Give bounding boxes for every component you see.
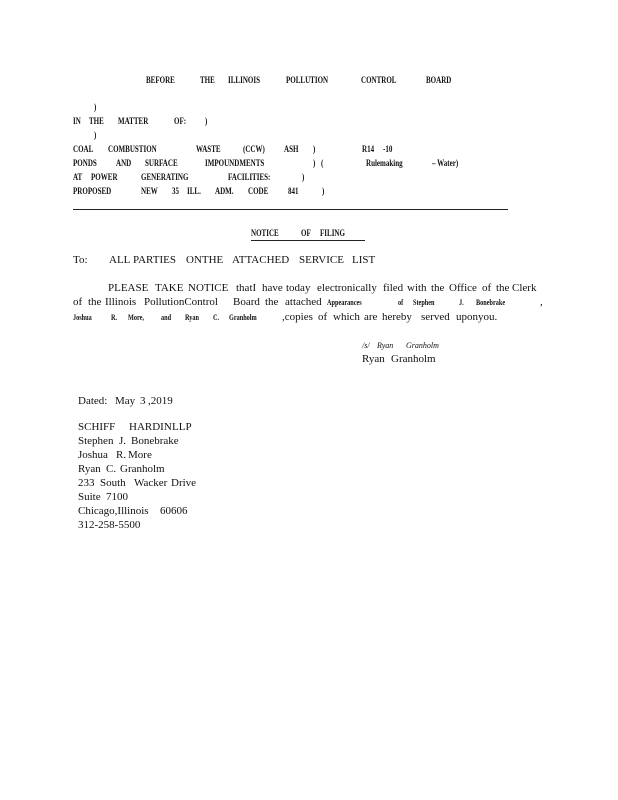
caption-word: AND <box>116 158 132 168</box>
caption-word: ASH <box>284 144 299 154</box>
address-line: South <box>100 477 126 489</box>
caption-word: OF: <box>174 116 187 126</box>
caption-word: PROPOSED <box>73 186 112 196</box>
caption-word: WASTE <box>196 144 221 154</box>
body-word: today <box>286 282 311 294</box>
signature-mark: Ryan <box>377 341 394 350</box>
attorney-name: Joshua <box>78 449 108 461</box>
body-word: Joshua <box>73 313 92 322</box>
address-line: 60606 <box>160 505 188 517</box>
attorney-name: Bonebrake <box>131 435 179 447</box>
case-number: -10 <box>383 144 393 154</box>
body-word: filed <box>383 282 404 294</box>
body-word: PollutionControl <box>144 296 218 308</box>
attorney-name: R. <box>116 449 127 461</box>
body-word: with <box>407 282 427 294</box>
appearances-label: Appearances <box>327 298 362 307</box>
caption-paren: ) <box>94 102 97 112</box>
header-pollution: POLLUTION <box>286 75 329 85</box>
signature-mark: /s/ <box>362 341 370 350</box>
caption-word: GENERATING <box>141 172 189 182</box>
attorney-name: J. <box>119 435 127 447</box>
body-word: Bonebrake <box>476 298 506 307</box>
caption-word: CODE <box>248 186 269 196</box>
body-word: of <box>482 282 492 294</box>
attorney-name: Ryan <box>78 463 101 475</box>
caption-paren: ( <box>321 158 324 168</box>
case-number: R14 <box>362 144 375 154</box>
rulemaking-label: Rulemaking <box>366 158 403 168</box>
to-word: ATTACHED <box>232 254 290 266</box>
notice-title-word: NOTICE <box>251 228 279 238</box>
body-word: attached <box>285 296 322 308</box>
body-word: R. <box>111 313 118 322</box>
address-line: Wacker <box>134 477 168 489</box>
firm-name: HARDIN <box>129 421 172 433</box>
to-word: LIST <box>352 254 376 266</box>
dated-label: Dated: <box>78 395 108 407</box>
body-word: served <box>421 311 450 323</box>
caption-word: (CCW) <box>243 144 265 154</box>
caption-word: THE <box>89 116 104 126</box>
signatory-name: Granholm <box>391 353 436 365</box>
address-line: Suite <box>78 491 101 503</box>
to-word: PARTIES <box>133 254 176 266</box>
caption-word: IMPOUNDMENTS <box>205 158 265 168</box>
caption-word: 35 <box>172 186 180 196</box>
caption-word: COMBUSTION <box>108 144 157 154</box>
caption-word: PONDS <box>73 158 97 168</box>
caption-word: MATTER <box>118 116 149 126</box>
caption-word: FACILITIES: <box>228 172 271 182</box>
body-word: More, <box>128 313 145 322</box>
body-word: ,copies <box>282 311 313 323</box>
caption-word: POWER <box>91 172 118 182</box>
address-line: 7100 <box>106 491 128 503</box>
to-word: SERVICE <box>299 254 344 266</box>
body-word: of <box>73 296 83 308</box>
body-word: Office <box>449 282 477 294</box>
signatory-name: Ryan <box>362 353 385 365</box>
address-line: Chicago,Illinois <box>78 505 149 517</box>
caption-word: 841 <box>288 186 299 196</box>
body-word: of <box>318 311 328 323</box>
to-label: To: <box>73 254 88 266</box>
body-word: Board <box>233 296 260 308</box>
header-illinois: ILLINOIS <box>228 75 261 85</box>
body-word: are <box>364 311 378 323</box>
to-word: ALL <box>109 254 131 266</box>
caption-word: COAL <box>73 144 94 154</box>
body-word: of <box>398 298 404 307</box>
body-word: TAKE <box>155 282 184 294</box>
body-word: which <box>333 311 360 323</box>
date-value: 3 <box>140 395 146 407</box>
body-word: the <box>431 282 445 294</box>
caption-paren: ) <box>205 116 208 126</box>
header-board: BOARD <box>426 75 452 85</box>
attorney-name: More <box>128 449 152 461</box>
address-line: 233 <box>78 477 95 489</box>
firm-name: LLP <box>172 421 192 433</box>
address-line: Drive <box>171 477 197 489</box>
firm-name: SCHIFF <box>78 421 116 433</box>
date-value: ,2019 <box>148 395 173 407</box>
body-word: , <box>540 296 543 308</box>
caption-paren: ) <box>94 130 97 140</box>
caption-word: ADM. <box>215 186 234 196</box>
notice-title-word: OF <box>301 228 311 238</box>
header-before: BEFORE <box>146 75 175 85</box>
attorney-name: Stephen <box>78 435 114 447</box>
caption-word: ILL. <box>187 186 201 196</box>
caption-paren: ) <box>322 186 325 196</box>
body-word: the <box>496 282 510 294</box>
caption-paren: ) <box>313 158 316 168</box>
body-word: C. <box>213 313 220 322</box>
body-word: NOTICE <box>188 282 229 294</box>
body-word: Illinois <box>105 296 137 308</box>
body-word: Clerk <box>512 282 537 294</box>
body-word: Granholm <box>229 313 257 322</box>
body-word: hereby <box>382 311 412 323</box>
to-word: ONTHE <box>186 254 224 266</box>
body-word: Stephen <box>413 298 435 307</box>
caption-word: NEW <box>141 186 158 196</box>
caption-paren: ) <box>313 144 316 154</box>
body-word: uponyou. <box>456 311 498 323</box>
body-word: thatI <box>236 282 257 294</box>
header-the: THE <box>200 75 215 85</box>
notice-title-word: FILING <box>320 228 345 238</box>
caption-word: SURFACE <box>145 158 178 168</box>
body-word: the <box>265 296 279 308</box>
body-word: and <box>161 313 172 322</box>
body-word: have <box>262 282 283 294</box>
phone-number: 312-258-5500 <box>78 519 141 531</box>
caption-paren: ) <box>302 172 305 182</box>
rulemaking-label: – Water) <box>432 158 459 168</box>
caption-word: AT <box>73 172 83 182</box>
attorney-name: C. <box>106 463 117 475</box>
body-word: electronically <box>317 282 377 294</box>
caption-word: IN <box>73 116 81 126</box>
caption-rule <box>73 209 508 210</box>
body-word: the <box>88 296 102 308</box>
body-word: J. <box>459 298 464 307</box>
attorney-name: Granholm <box>120 463 165 475</box>
body-word: Ryan <box>185 313 200 322</box>
header-control: CONTROL <box>361 75 397 85</box>
signature-mark: Granholm <box>406 341 439 350</box>
body-word: PLEASE <box>108 282 149 294</box>
date-value: May <box>115 395 136 407</box>
